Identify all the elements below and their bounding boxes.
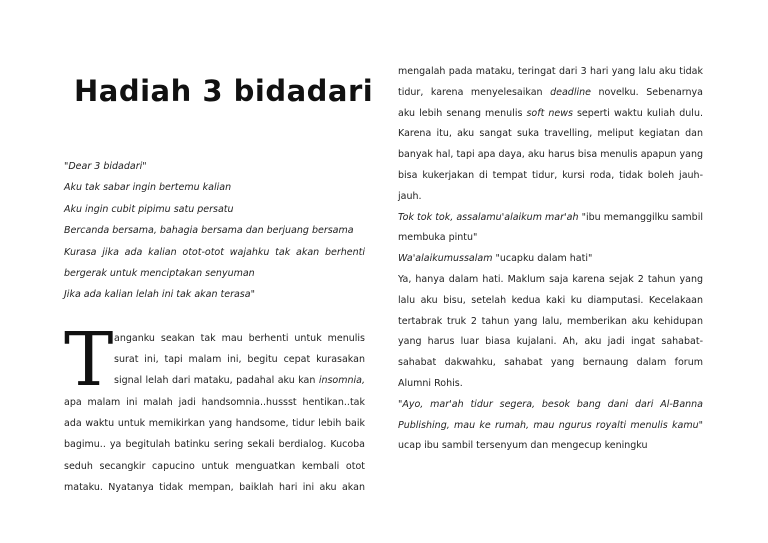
- story-text: signal lelah dari mataku, padahal aku kan: [114, 375, 319, 387]
- story-line: seduh secangkir capucino untuk menguatkan kembali otot: [64, 460, 365, 472]
- body-line: Publishing, mau ke rumah, mau ngurus royalti menulis kamu": [398, 419, 703, 431]
- poem-line: Aku ingin cubit pipimu satu persatu: [64, 203, 234, 215]
- story-line: [114, 370, 365, 391]
- body-text: "ucapku dalam hati": [492, 253, 593, 265]
- body-line: [398, 104, 703, 125]
- body-line: sahabat dakwahku, sahabat yang bernaung dalam forum: [398, 357, 703, 369]
- poem-line: Kurasa jika ada kalian otot-otot wajahku tak akan berhenti: [64, 246, 365, 258]
- page-title: Hadiah 3 bidadari: [74, 74, 374, 108]
- story-line: surat ini, tapi malam ini, begitu cepat kurasakan: [114, 354, 365, 366]
- body-line: [398, 249, 703, 270]
- story-line: ada waktu untuk memikirkan yang handsome, tidur lebih baik: [64, 418, 365, 430]
- left-column: [64, 60, 374, 498]
- body-italic-text: soft news: [526, 107, 573, 119]
- body-line: banyak hal, tapi apa daya, aku harus bisa menulis apapun yang: [398, 149, 703, 161]
- body-text: "ibu memanggilku sambil: [578, 211, 703, 223]
- body-line: mengalah pada mataku, teringat dari 3 hari yang lalu aku tidak: [398, 66, 703, 77]
- poem-line: Bercanda bersama, bahagia bersama dan berjuang bersama: [64, 225, 354, 237]
- story-line: bagimu.. ya begitulah batinku sering sekali berdialog. Kucoba: [64, 439, 365, 451]
- body-text: seperti waktu kuliah dulu.: [572, 107, 703, 119]
- drop-cap: T: [64, 316, 114, 403]
- story-paragraph: [64, 316, 365, 498]
- poem-line: Aku tak sabar ingin bertemu kalian: [64, 182, 232, 194]
- body-line: jauh.: [398, 190, 422, 202]
- poem-line: "Dear 3 bidadari": [64, 161, 147, 172]
- poem: [64, 156, 365, 306]
- body-italic-text: deadline: [550, 86, 591, 98]
- right-column: [398, 62, 703, 457]
- story-line: mataku. Nyatanya tidak mempan, baiklah hari ini aku akan: [64, 481, 365, 493]
- body-line: Alumni Rohis.: [398, 377, 463, 389]
- body-line: "Ayo, mar'ah tidur segera, besok bang dani dari Al-Banna: [398, 398, 703, 410]
- body-line: membuka pintu": [398, 232, 478, 244]
- body-italic-text: Wa'alaikumussalam: [398, 253, 493, 265]
- body-line: tertabrak truk 2 tahun yang lalu, memberikan aku kehidupan: [398, 315, 703, 327]
- body-line: [398, 83, 703, 104]
- body-line: yang harus luar biasa kujalani. Ah, aku jadi ingat sahabat-: [398, 336, 703, 348]
- body-text: tidur, karena menyelesaikan: [398, 86, 551, 98]
- body-text: novelku. Sebenarnya: [590, 86, 703, 98]
- body-line: bisa kukerjakan di tempat tidur, kursi roda, tidak boleh jauh-: [398, 169, 703, 181]
- body-line: Karena itu, aku sangat suka travelling, meliput kegiatan dan: [398, 128, 703, 140]
- body-italic-text: Tok tok tok, assalamu'alaikum mar'ah: [398, 211, 579, 223]
- story-line: apa malam ini malah jadi handsomnia..hussst hentikan..tak: [64, 396, 365, 408]
- body-line: [398, 208, 703, 229]
- poem-line: bergerak untuk menciptakan senyuman: [64, 268, 255, 280]
- body-line: Ya, hanya dalam hati. Maklum saja karena sejak 2 tahun yang: [398, 273, 703, 285]
- poem-line: Jika ada kalian lelah ini tak akan terasa": [64, 289, 255, 301]
- body-text: aku lebih senang menulis: [398, 107, 527, 119]
- body-line: ucap ibu sambil tersenyum dan mengecup keningku: [398, 440, 648, 452]
- story-line: anganku seakan tak mau berhenti untuk menulis: [114, 332, 365, 344]
- story-italic-text: insomnia,: [318, 375, 365, 387]
- body-line: lalu aku bisu, setelah kedua kaki ku diamputasi. Kecelakaan: [398, 294, 703, 306]
